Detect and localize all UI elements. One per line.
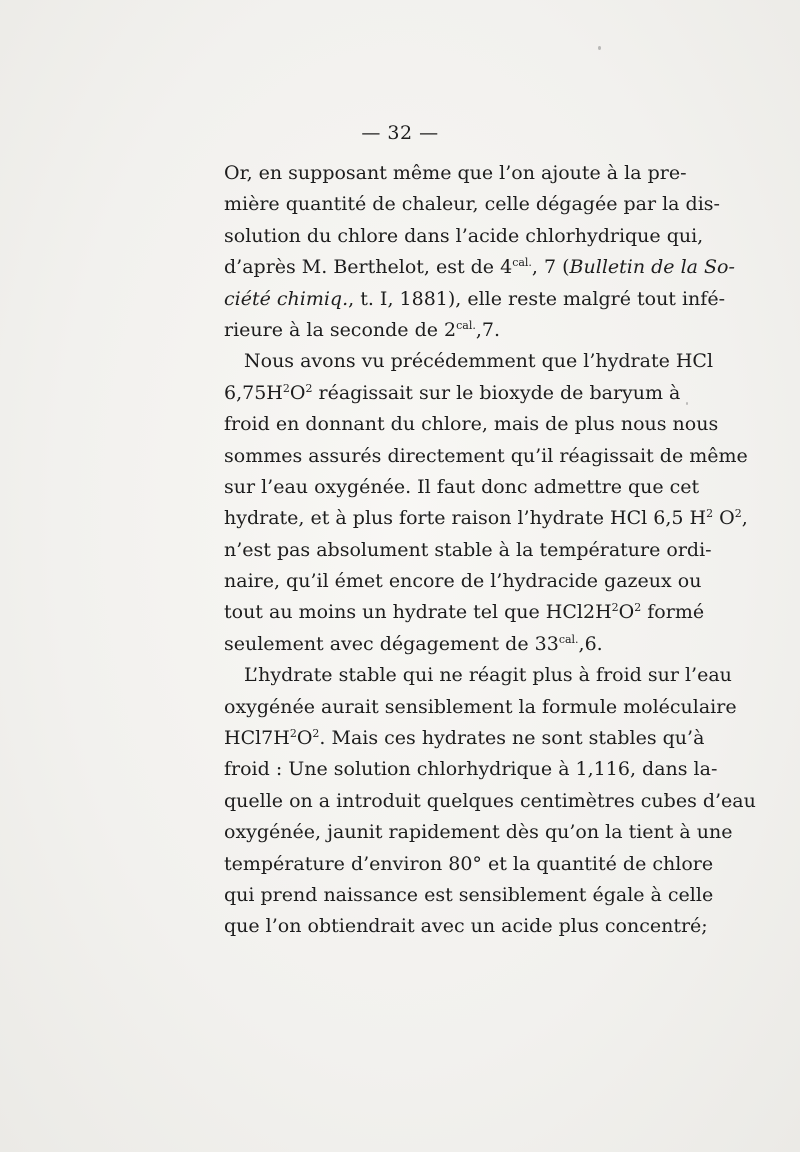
body-text	[224, 158, 756, 943]
superscript: cal.	[558, 632, 579, 646]
text-line	[224, 221, 704, 252]
text-run: froid : Une solution chlorhydrique à 1,116, dans la-	[224, 758, 718, 781]
paper-speck	[686, 402, 688, 405]
superscript: cal.	[456, 318, 476, 332]
text-run: oxygénée aurait sensiblement la formule moléculaire	[224, 695, 737, 718]
text-run: n’est pas absolument stable à la température ordi-	[224, 538, 712, 561]
text-run: O	[289, 381, 306, 404]
text-run: tout au moins un hydrate tel que HCl2H	[224, 601, 612, 624]
text-run: quelle on a introduit quelques centimètres cubes d’eau	[224, 789, 756, 812]
text-line	[224, 817, 733, 848]
text-line	[224, 723, 705, 754]
text-run: rieure à la seconde de 2	[224, 318, 457, 341]
text-run: naire, qu’il émet encore de l’hydracide gazeux ou	[224, 570, 702, 593]
text-run: O	[713, 507, 735, 530]
text-run: ,	[741, 507, 748, 530]
text-run: que l’on obtiendrait avec un acide plus concentré;	[224, 915, 708, 938]
text-run: sur l’eau oxygénée. Il faut donc admettre que cet	[224, 475, 700, 498]
text-line	[224, 441, 748, 472]
text-run: , 7 (	[531, 256, 570, 279]
text-line	[224, 786, 756, 817]
text-run: . Mais ces hydrates ne sont stables qu’à	[319, 727, 705, 750]
text-line	[224, 503, 748, 534]
text-line	[224, 849, 714, 880]
text-run: réagissait sur le bioxyde de baryum à	[312, 381, 681, 404]
text-run: température d’environ 80° et la quantité de chlore	[224, 852, 714, 875]
italic-text: ciété chimiq.	[224, 287, 349, 310]
text-run: Nous avons vu précédemment que l’hydrate HCl	[244, 350, 714, 373]
text-line	[224, 315, 672, 346]
text-run: seulement avec dégagement de 33	[224, 632, 559, 655]
text-run: HCl7H	[224, 727, 290, 750]
text-run: Or, en supposant même que l’on ajoute à la pre-	[224, 162, 687, 184]
text-line	[224, 754, 718, 785]
text-run: solution du chlore dans l’acide chlorhydrique qui,	[224, 224, 704, 247]
text-run: hydrate, et à plus forte raison l’hydrate HCl 6,5 H	[224, 507, 707, 530]
superscript: 2	[312, 727, 320, 741]
text-line	[224, 158, 687, 189]
text-run: ,7.	[475, 318, 501, 341]
superscript: 2	[611, 601, 619, 615]
text-run: O	[296, 727, 313, 750]
superscript: cal.	[512, 256, 532, 270]
text-line	[224, 566, 702, 597]
text-line	[224, 535, 712, 566]
text-line	[224, 409, 719, 440]
text-run: O	[618, 601, 635, 624]
italic-text: Bulletin de la So-	[569, 256, 735, 279]
text-line	[224, 189, 720, 220]
superscript: 2	[634, 601, 642, 615]
text-line	[224, 597, 705, 628]
superscript: 2	[706, 507, 714, 521]
text-line	[224, 880, 714, 911]
superscript: 2	[289, 727, 297, 741]
text-line	[224, 660, 732, 691]
text-run: mière quantité de chaleur, celle dégagée par la dis-	[224, 193, 720, 216]
text-run: sommes assurés directement qu’il réagissait de même	[224, 444, 748, 467]
text-run: d’après M. Berthelot, est de 4	[224, 256, 513, 279]
superscript: 2	[734, 507, 742, 521]
text-run: froid en donnant du chlore, mais de plus nous nous	[224, 413, 719, 436]
text-run: , t. I, 1881), elle reste malgré tout infé-	[348, 287, 725, 310]
text-line	[224, 252, 735, 283]
text-run: L’hydrate stable qui ne réagit plus à froid sur l’eau	[244, 664, 732, 687]
text-run: 6,75H	[224, 381, 283, 404]
text-line	[224, 472, 700, 503]
paper-speck	[598, 46, 601, 50]
text-run: qui prend naissance est sensiblement égale à celle	[224, 883, 714, 906]
text-run: oxygénée, jaunit rapidement dès qu’on la tient à une	[224, 821, 733, 844]
text-line	[224, 692, 737, 723]
text-run: formé	[641, 601, 705, 624]
text-line	[224, 346, 714, 377]
superscript: 2	[282, 381, 290, 395]
text-line	[224, 378, 681, 409]
text-run: ,6.	[578, 632, 603, 655]
page-number: — 32 —	[361, 122, 439, 144]
text-line	[224, 911, 708, 942]
text-line	[224, 629, 672, 660]
text-line	[224, 284, 725, 315]
superscript: 2	[305, 381, 313, 395]
